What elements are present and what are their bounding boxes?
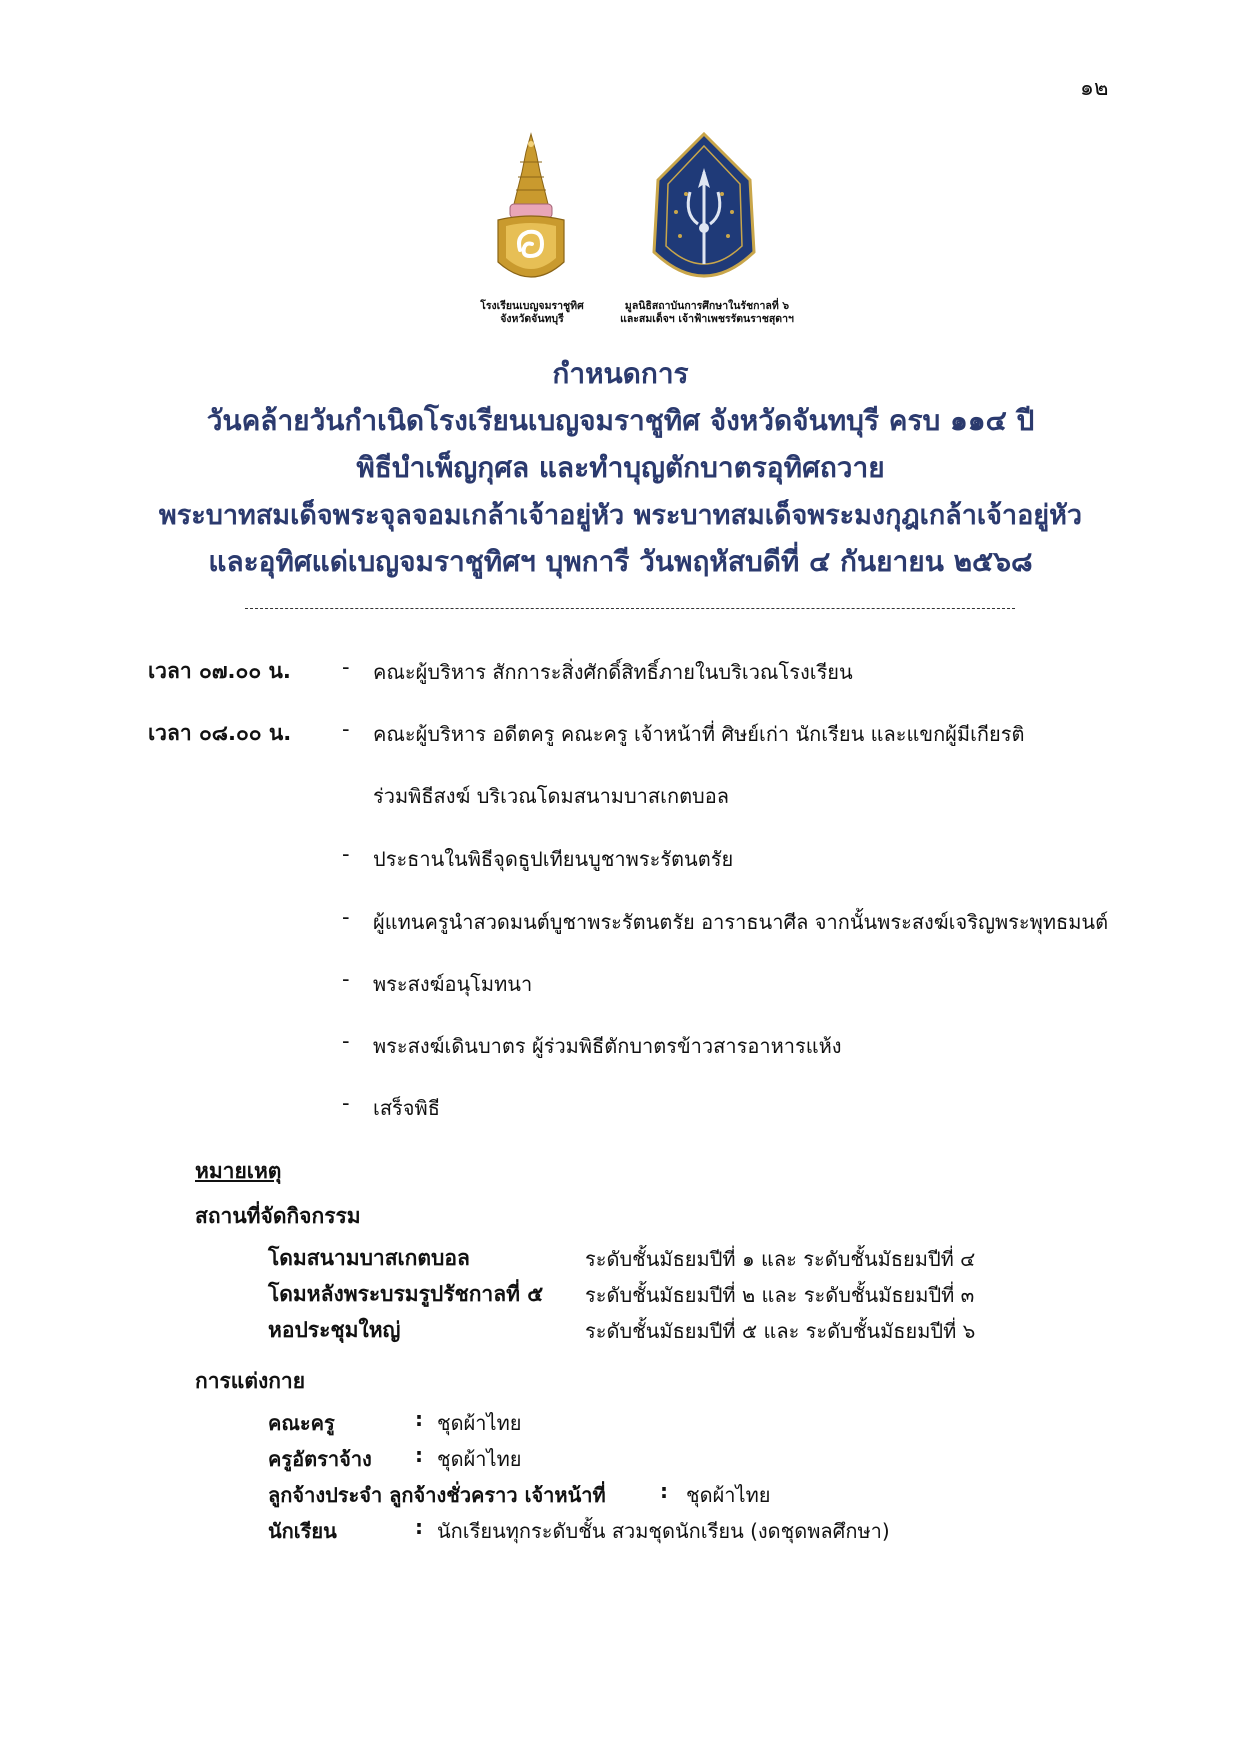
dress-colon: : [415, 1515, 423, 1539]
title-line-2: วันคล้ายวันกำเนิดโรงเรียนเบญจมราชูทิศ จังหวัดจันทบุรี ครบ ๑๑๔ ปี [206, 404, 1035, 437]
dress-value: นักเรียนทุกระดับชั้น สวมชุดนักเรียน (งดชุดพลศึกษา) [437, 1519, 890, 1543]
school-emblem-caption [470, 300, 594, 326]
schedule-item: พระสงฆ์อนุโมทนา [373, 972, 533, 996]
schedule-item: คณะผู้บริหาร สักการะสิ่งศักดิ์สิทธิ์ภายในบริเวณโรงเรียน [373, 660, 853, 684]
foundation-seal-caption [612, 300, 802, 326]
venue-name: โดมสนามบาสเกตบอล [268, 1246, 470, 1270]
dress-heading: การแต่งกาย [195, 1369, 306, 1393]
schedule-item: ประธานในพิธีจุดธูปเทียนบูชาพระรัตนตรัย [373, 847, 734, 871]
venue-levels: ระดับชั้นมัธยมปีที่ ๒ และ ระดับชั้นมัธยมปีที่ ๓ [585, 1283, 975, 1307]
venue-levels: ระดับชั้นมัธยมปีที่ ๕ และ ระดับชั้นมัธยมปีที่ ๖ [585, 1319, 976, 1343]
school-emblem-logo [490, 132, 572, 292]
venue-levels: ระดับชั้นมัธยมปีที่ ๑ และ ระดับชั้นมัธยมปีที่ ๔ [585, 1247, 976, 1271]
time-label: เวลา ๐๘.๐๐ น. [148, 721, 292, 745]
dash: - [342, 967, 350, 991]
schedule-item: คณะผู้บริหาร อดีตครู คณะครู เจ้าหน้าที่ ศิษย์เก่า นักเรียน และแขกผู้มีเกียรติ [373, 722, 1025, 746]
dash: - [342, 905, 350, 929]
dash: - [342, 1091, 350, 1115]
dress-value: ชุดผ้าไทย [437, 1411, 522, 1435]
foundation-seal-logo [646, 132, 762, 290]
dress-role: คณะครู [268, 1411, 335, 1435]
school-caption-line2: จังหวัดจันทบุรี [500, 313, 564, 325]
page-number: ๑๒ [1080, 76, 1109, 101]
foundation-seal-icon [646, 132, 762, 290]
dash: - [342, 717, 350, 741]
dress-role: นักเรียน [268, 1519, 337, 1543]
venue-heading: สถานที่จัดกิจกรรม [195, 1204, 361, 1228]
dress-value: ชุดผ้าไทย [686, 1483, 771, 1507]
dress-colon: : [660, 1479, 668, 1503]
school-caption-line1: โรงเรียนเบญจมราชูทิศ [480, 300, 584, 312]
time-label: เวลา ๐๗.๐๐ น. [148, 659, 291, 683]
divider [245, 608, 1015, 609]
dress-colon: : [415, 1407, 423, 1431]
dress-value: ชุดผ้าไทย [437, 1447, 522, 1471]
schedule-item: ผู้แทนครูนำสวดมนต์บูชาพระรัตนตรัย อาราธนาศีล จากนั้นพระสงฆ์เจริญพระพุทธมนต์ [373, 910, 1109, 934]
foundation-caption-line1: มูลนิธิสถาบันการศึกษาในรัชกาลที่ ๖ [624, 300, 790, 312]
school-emblem-icon [490, 132, 572, 292]
venue-name: หอประชุมใหญ่ [268, 1318, 401, 1342]
venue-name: โดมหลังพระบรมรูปรัชกาลที่ ๕ [268, 1282, 544, 1306]
foundation-caption-line2: และสมเด็จฯ เจ้าฟ้าเพชรรัตนราชสุดาฯ [620, 313, 794, 325]
dash: - [342, 655, 350, 679]
title-line-3: พิธีบำเพ็ญกุศล และทำบุญตักบาตรอุทิศถวาย [356, 451, 885, 484]
dress-colon: : [415, 1443, 423, 1467]
notes-heading: หมายเหตุ [195, 1159, 282, 1183]
schedule-item-continued: ร่วมพิธีสงฆ์ บริเวณโดมสนามบาสเกตบอล [373, 784, 730, 808]
schedule-item: พระสงฆ์เดินบาตร ผู้ร่วมพิธีตักบาตรข้าวสารอาหารแห้ง [373, 1034, 842, 1058]
title-line-5: และอุทิศแด่เบญจมราชูทิศฯ บุพการี วันพฤหัสบดีที่ ๔ กันยายน ๒๕๖๘ [208, 545, 1033, 578]
dash: - [342, 842, 350, 866]
dress-role: ครูอัตราจ้าง [268, 1447, 372, 1471]
schedule-item: เสร็จพิธี [373, 1096, 440, 1120]
dress-role: ลูกจ้างประจำ ลูกจ้างชั่วคราว เจ้าหน้าที่ [268, 1483, 606, 1507]
dash: - [342, 1029, 350, 1053]
title-line-4: พระบาทสมเด็จพระจุลจอมเกล้าเจ้าอยู่หัว พระบาทสมเด็จพระมงกุฎเกล้าเจ้าอยู่หัว [158, 500, 1083, 531]
title-line-1: กำหนดการ [552, 357, 689, 390]
